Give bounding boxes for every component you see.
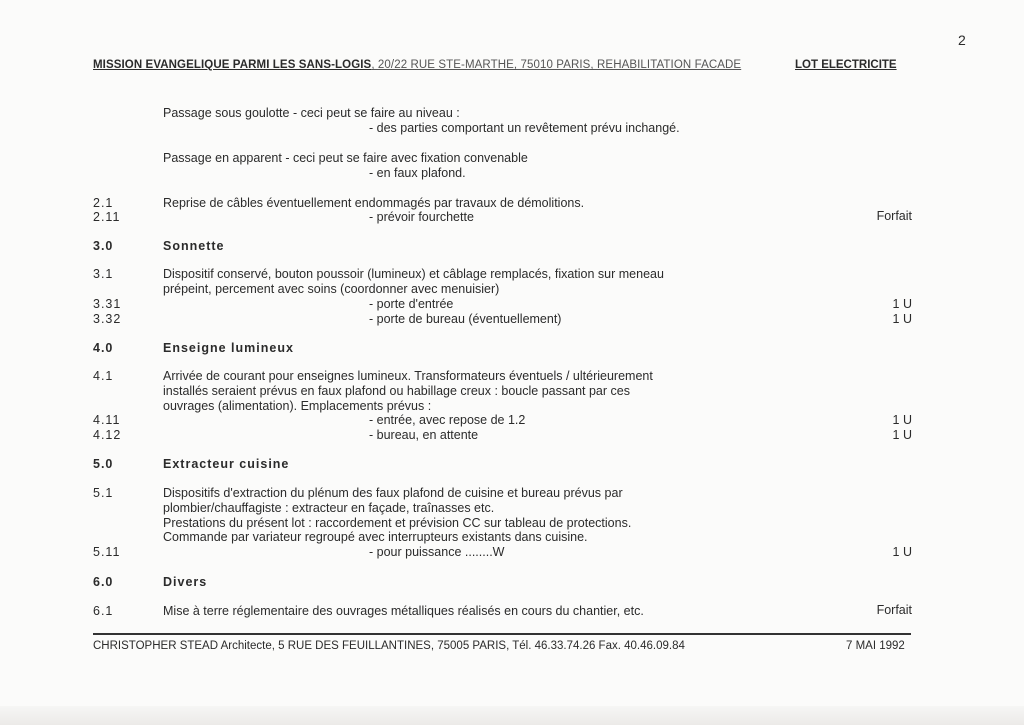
item-text: Dispositifs d'extraction du plénum des faux plafond de cuisine et bureau prévus par (163, 486, 623, 500)
item-text: - prévoir fourchette (369, 210, 474, 224)
scan-edge (0, 706, 1024, 725)
item-text: - bureau, en attente (369, 428, 479, 442)
section-title: Extracteur cuisine (163, 457, 290, 471)
item-text: Commande par variateur regroupé avec interrupteurs existants dans cuisine. (163, 530, 588, 544)
item-text: plombier/chauffagiste : extracteur en façade, traînasses etc. (163, 501, 495, 515)
footer-date: 7 MAI 1992 (846, 640, 905, 652)
item-number: 5.1 (93, 486, 114, 500)
intro-line: - des parties comportant un revêtement prévu inchangé. (369, 121, 680, 135)
item-quantity: Forfait (876, 209, 912, 223)
item-number: 6.1 (93, 604, 114, 618)
footer-divider (93, 633, 911, 635)
header-organization: MISSION EVANGELIQUE PARMI LES SANS-LOGIS (93, 59, 372, 71)
item-text: installés seraient prévus en faux plafond ou habillage creux : boucle passant par ces (163, 384, 630, 398)
item-number: 4.12 (93, 428, 122, 442)
section-title: Sonnette (163, 239, 225, 253)
item-number: 4.11 (93, 413, 121, 427)
item-quantity: 1 U (892, 312, 912, 326)
section-number: 3.0 (93, 239, 114, 253)
section-number: 6.0 (93, 575, 114, 589)
item-text: Dispositif conservé, bouton poussoir (lumineux) et câblage remplacés, fixation sur meneau (163, 267, 664, 281)
item-quantity: 1 U (892, 297, 912, 311)
intro-line: Passage sous goulotte - ceci peut se faire au niveau : (163, 106, 460, 120)
section-title: Divers (163, 575, 208, 589)
section-title: Enseigne lumineux (163, 341, 294, 355)
item-text: - porte de bureau (éventuellement) (369, 312, 562, 326)
item-quantity: Forfait (876, 603, 912, 617)
item-number: 3.1 (93, 267, 114, 281)
item-text: - pour puissance ........W (369, 545, 505, 559)
document-header (93, 59, 741, 71)
item-text: Reprise de câbles éventuellement endommagés par travaux de démolitions. (163, 196, 585, 210)
item-text: Prestations du présent lot : raccordement et prévision CC sur tableau de protections. (163, 516, 632, 530)
item-text: Mise à terre réglementaire des ouvrages métalliques réalisés en cours du chantier, etc. (163, 604, 644, 618)
header-lot: LOT ELECTRICITE (795, 59, 897, 71)
section-number: 5.0 (93, 457, 114, 471)
item-text: Arrivée de courant pour enseignes lumineux. Transformateurs éventuels / ultérieurement (163, 369, 653, 383)
item-quantity: 1 U (892, 413, 912, 427)
item-number: 2.1 (93, 196, 114, 210)
item-quantity: 1 U (892, 428, 912, 442)
item-number: 5.11 (93, 545, 121, 559)
intro-line: Passage en apparent - ceci peut se faire avec fixation convenable (163, 151, 528, 165)
footer-architect: CHRISTOPHER STEAD Architecte, 5 RUE DES FEUILLANTINES, 75005 PARIS, Tél. 46.33.74.26 Fax. 40.46.09.84 (93, 640, 685, 652)
item-number: 2.11 (93, 210, 121, 224)
item-number: 4.1 (93, 369, 114, 383)
item-number: 3.31 (93, 297, 122, 311)
header-address: , 20/22 RUE STE-MARTHE, 75010 PARIS, REHABILITATION FACADE (371, 59, 742, 71)
item-text: ouvrages (alimentation). Emplacements prévus : (163, 399, 432, 413)
item-number: 3.32 (93, 312, 122, 326)
section-number: 4.0 (93, 341, 114, 355)
page-number: 2 (958, 32, 966, 48)
intro-line: - en faux plafond. (369, 166, 466, 180)
item-quantity: 1 U (892, 545, 912, 559)
item-text: - porte d'entrée (369, 297, 454, 311)
item-text: - entrée, avec repose de 1.2 (369, 413, 526, 427)
item-text: prépeint, percement avec soins (coordonner avec menuisier) (163, 282, 500, 296)
